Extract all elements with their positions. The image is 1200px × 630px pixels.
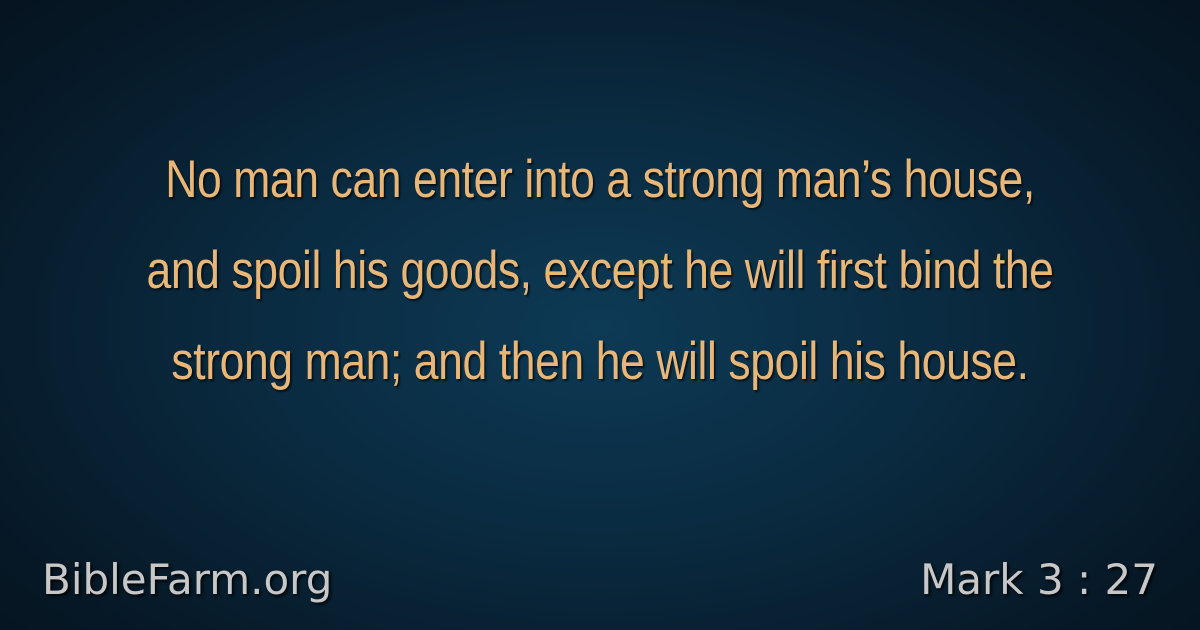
site-name: BibleFarm.org xyxy=(42,555,333,604)
verse-reference: Mark 3 : 27 xyxy=(920,555,1158,604)
verse-text: No man can enter into a strong man’s house, and spoil his goods, except he will first bind the strong man; and then he will spoil his house. xyxy=(146,150,1054,391)
